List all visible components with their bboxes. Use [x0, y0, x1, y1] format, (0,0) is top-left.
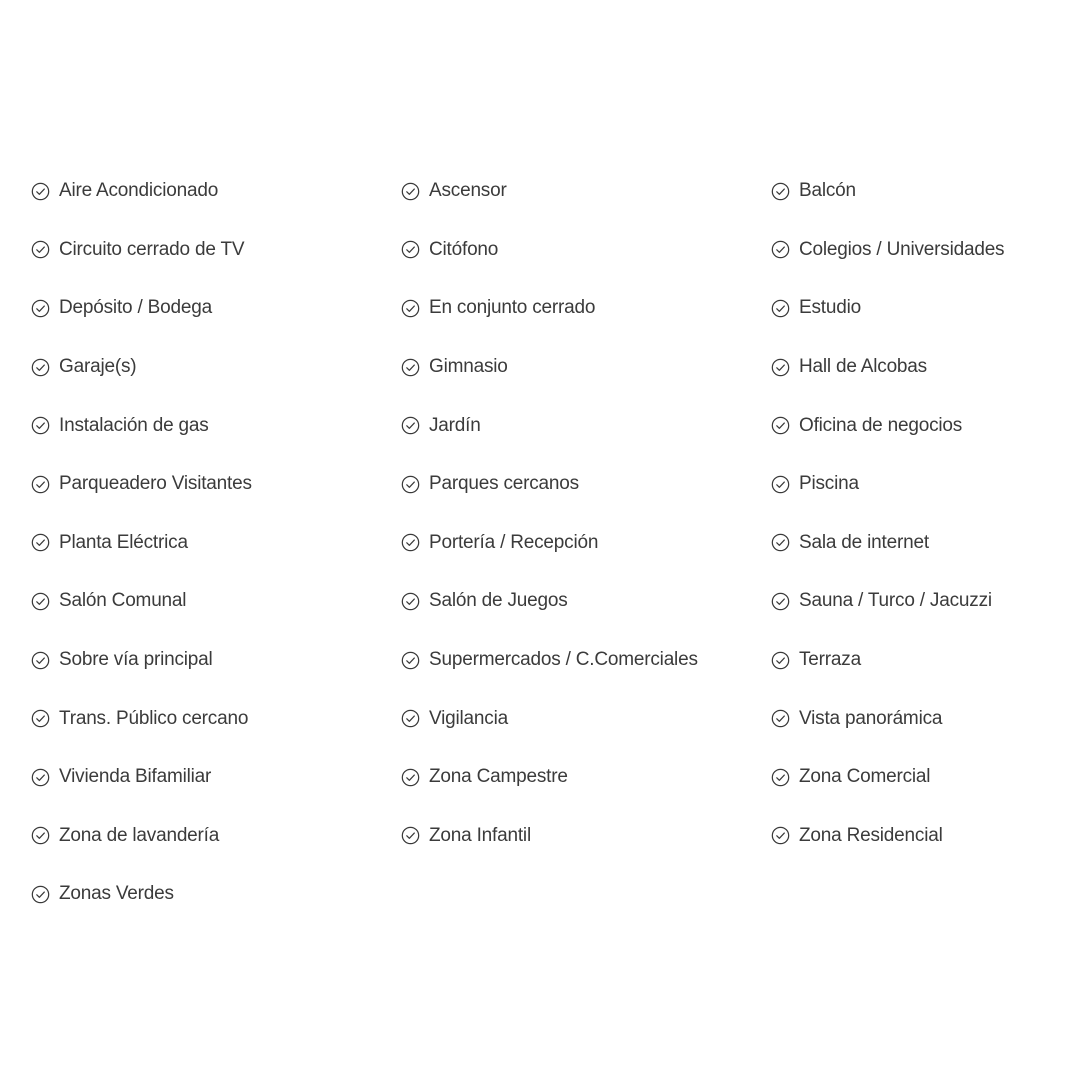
amenity-item [401, 689, 771, 748]
amenity-label: Gimnasio [429, 356, 508, 378]
amenity-item [771, 689, 1071, 748]
check-circle-icon [401, 475, 420, 494]
amenity-item [401, 396, 771, 455]
amenity-item [401, 631, 771, 690]
amenity-item [401, 807, 771, 866]
check-circle-icon [401, 182, 420, 201]
amenity-label: Zona de lavandería [59, 824, 220, 846]
check-circle-icon [31, 885, 50, 904]
amenity-item [31, 514, 401, 573]
amenity-label: Circuito cerrado de TV [59, 238, 245, 260]
amenity-item [31, 279, 401, 338]
check-circle-icon [31, 416, 50, 435]
amenity-label: Portería / Recepción [429, 531, 599, 553]
check-circle-icon [31, 358, 50, 377]
amenity-item [401, 748, 771, 807]
amenity-label: Terraza [799, 649, 861, 671]
amenity-label: Instalación de gas [59, 414, 209, 436]
amenity-label: Vivienda Bifamiliar [59, 766, 212, 788]
amenity-item [31, 689, 401, 748]
amenity-item [401, 338, 771, 397]
amenity-label: Zona Campestre [429, 766, 568, 788]
check-circle-icon [771, 768, 790, 787]
amenity-label: Balcón [799, 180, 856, 202]
check-circle-icon [31, 651, 50, 670]
amenity-label: Salón de Juegos [429, 590, 568, 612]
amenity-item [401, 455, 771, 514]
amenity-label: Sala de internet [799, 531, 929, 553]
amenity-label: Piscina [799, 473, 859, 495]
check-circle-icon [401, 768, 420, 787]
check-circle-icon [401, 651, 420, 670]
amenity-item [771, 807, 1071, 866]
amenity-item [401, 279, 771, 338]
check-circle-icon [31, 475, 50, 494]
check-circle-icon [771, 416, 790, 435]
amenity-item [771, 455, 1071, 514]
check-circle-icon [771, 358, 790, 377]
amenity-label: Sobre vía principal [59, 649, 213, 671]
amenity-label: Zona Residencial [799, 824, 943, 846]
amenity-item [771, 631, 1071, 690]
amenity-item [31, 865, 401, 924]
check-circle-icon [771, 826, 790, 845]
check-circle-icon [401, 533, 420, 552]
amenity-label: Trans. Público cercano [59, 707, 249, 729]
amenity-label: Citófono [429, 238, 499, 260]
amenity-item [401, 514, 771, 573]
amenity-item [31, 572, 401, 631]
amenity-label: Sauna / Turco / Jacuzzi [799, 590, 992, 612]
check-circle-icon [771, 533, 790, 552]
check-circle-icon [771, 709, 790, 728]
amenity-label: Hall de Alcobas [799, 356, 927, 378]
check-circle-icon [771, 475, 790, 494]
amenity-item [771, 514, 1071, 573]
amenity-label: Oficina de negocios [799, 414, 963, 436]
check-circle-icon [31, 826, 50, 845]
amenity-item [31, 455, 401, 514]
check-circle-icon [31, 240, 50, 259]
check-circle-icon [31, 592, 50, 611]
amenity-label: Garaje(s) [59, 356, 137, 378]
check-circle-icon [401, 358, 420, 377]
amenity-label: Salón Comunal [59, 590, 187, 612]
amenity-item [771, 572, 1071, 631]
amenity-label: Vista panorámica [799, 707, 943, 729]
amenity-label: En conjunto cerrado [429, 297, 596, 319]
amenity-label: Zona Infantil [429, 824, 531, 846]
amenity-label: Supermercados / C.Comerciales [429, 649, 698, 671]
amenity-label: Depósito / Bodega [59, 297, 212, 319]
amenity-item [31, 396, 401, 455]
check-circle-icon [401, 299, 420, 318]
amenities-list [31, 162, 1071, 924]
amenity-item [31, 338, 401, 397]
check-circle-icon [771, 299, 790, 318]
check-circle-icon [31, 533, 50, 552]
check-circle-icon [401, 592, 420, 611]
amenity-label: Vigilancia [429, 707, 508, 729]
amenity-label: Zonas Verdes [59, 883, 174, 905]
amenity-item [31, 221, 401, 280]
check-circle-icon [401, 240, 420, 259]
check-circle-icon [31, 709, 50, 728]
amenity-item [771, 396, 1071, 455]
amenity-label: Colegios / Universidades [799, 238, 1005, 260]
check-circle-icon [31, 768, 50, 787]
amenity-item [771, 338, 1071, 397]
amenity-item [771, 221, 1071, 280]
amenity-label: Parqueadero Visitantes [59, 473, 252, 495]
amenity-item [31, 748, 401, 807]
amenity-item [31, 807, 401, 866]
amenity-item [31, 631, 401, 690]
amenity-item [771, 748, 1071, 807]
amenity-item [771, 162, 1071, 221]
check-circle-icon [31, 299, 50, 318]
amenity-label: Aire Acondicionado [59, 180, 219, 202]
check-circle-icon [771, 651, 790, 670]
check-circle-icon [401, 826, 420, 845]
amenity-label: Zona Comercial [799, 766, 931, 788]
check-circle-icon [401, 709, 420, 728]
check-circle-icon [771, 592, 790, 611]
check-circle-icon [401, 416, 420, 435]
amenity-label: Estudio [799, 297, 861, 319]
amenity-item [401, 221, 771, 280]
amenity-item [401, 572, 771, 631]
amenity-item [401, 162, 771, 221]
amenity-label: Parques cercanos [429, 473, 579, 495]
check-circle-icon [31, 182, 50, 201]
amenity-label: Jardín [429, 414, 481, 436]
amenity-item [771, 279, 1071, 338]
amenity-label: Planta Eléctrica [59, 531, 188, 553]
amenity-label: Ascensor [429, 180, 507, 202]
check-circle-icon [771, 240, 790, 259]
check-circle-icon [771, 182, 790, 201]
amenity-item [31, 162, 401, 221]
